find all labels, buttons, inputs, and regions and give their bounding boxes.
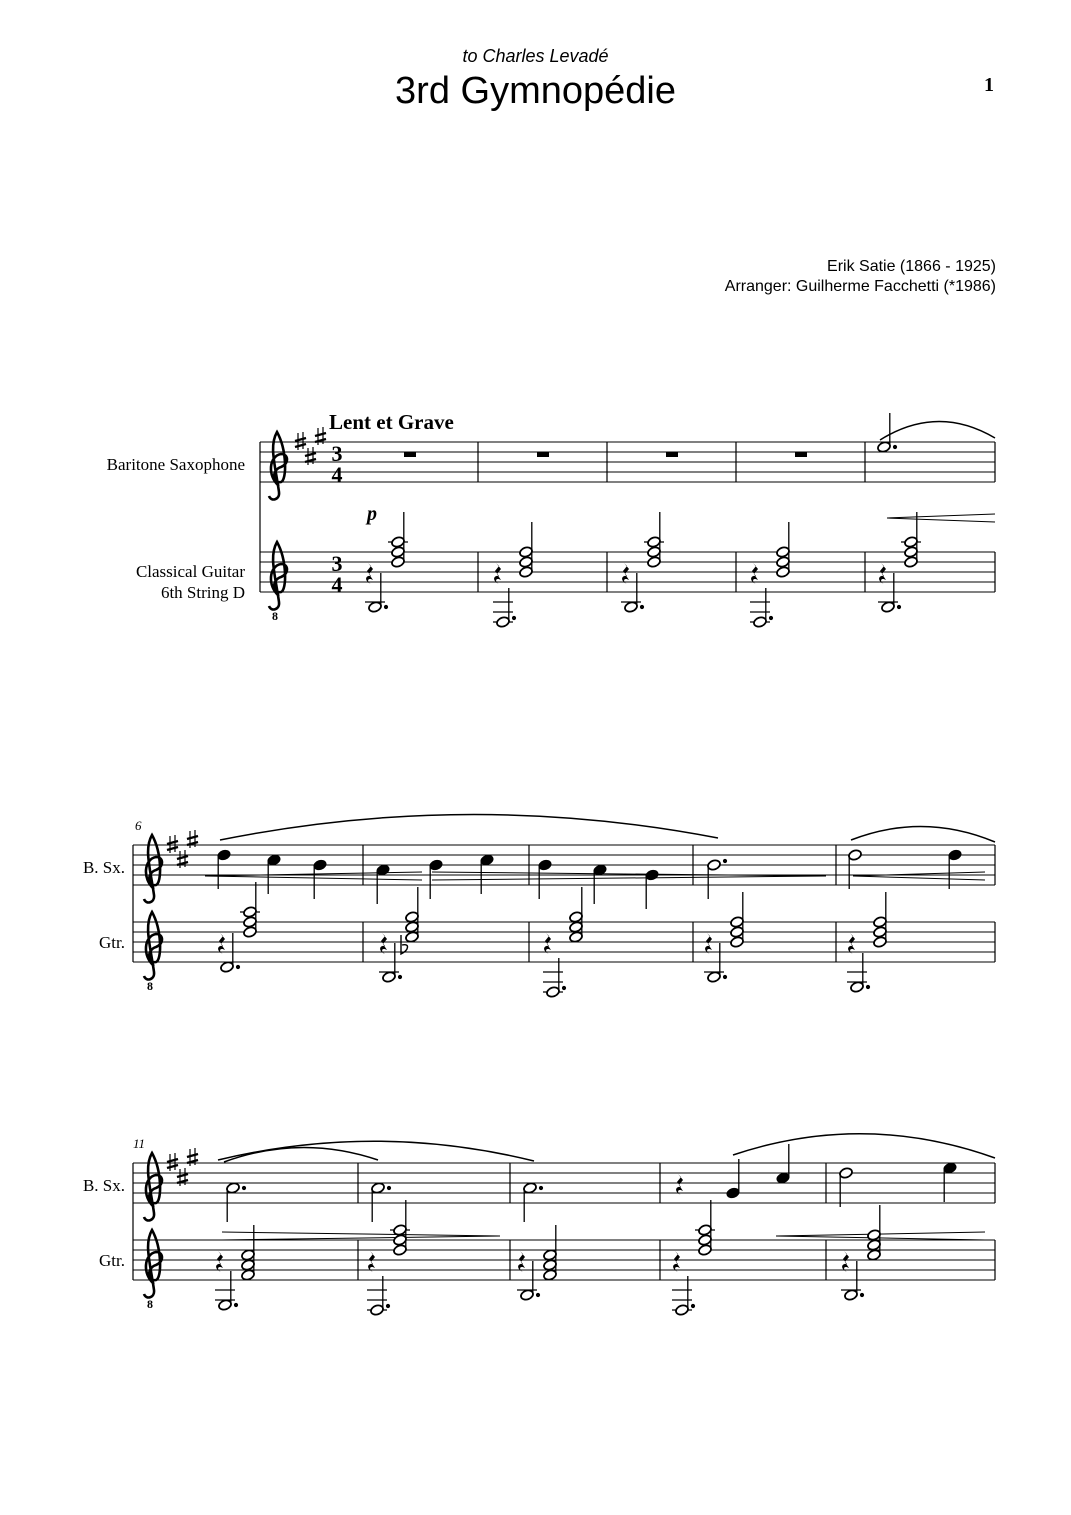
page-number: 1 (984, 74, 994, 96)
sharp-sign (167, 1153, 178, 1171)
chord-note (391, 536, 406, 549)
dot (234, 1303, 238, 1307)
chord-note (730, 926, 745, 939)
measure-number: 11 (133, 1136, 146, 1151)
sharp-sign (295, 432, 306, 450)
octave-marker: 8 (147, 979, 153, 993)
bass-note (850, 981, 865, 994)
melody-note (943, 1162, 958, 1175)
tie (224, 1147, 378, 1162)
quarter-rest (544, 933, 551, 954)
quarter-rest (494, 563, 501, 584)
melody-note (538, 859, 553, 872)
melody-note (948, 849, 963, 862)
whole-rest (537, 452, 549, 457)
chord-note (519, 556, 534, 569)
crescendo-hairpin (887, 518, 995, 522)
chord-note (867, 1239, 882, 1252)
bass-note (370, 1304, 385, 1317)
measure-number: 6 (135, 818, 142, 833)
quarter-rest (879, 563, 886, 584)
dot (512, 616, 516, 620)
bass-note (675, 1304, 690, 1317)
dot (387, 1186, 391, 1190)
chord-note (904, 556, 919, 569)
melody-note (593, 864, 608, 877)
melody-note (877, 441, 892, 454)
crescendo-hairpin (205, 876, 422, 880)
time-signature-bottom: 4 (331, 462, 343, 487)
chord-note (543, 1269, 558, 1282)
quarter-rest (366, 563, 373, 584)
instrument-short-guitar: Gtr. (99, 1251, 125, 1270)
chord-note (698, 1224, 713, 1237)
arranger-credit: Arranger: Guilherme Facchetti (*1986) (724, 278, 996, 295)
chord-note (393, 1244, 408, 1257)
chord-note (698, 1234, 713, 1247)
quarter-rest (751, 563, 758, 584)
crescendo-hairpin (887, 514, 995, 518)
bass-note (546, 986, 561, 999)
time-signature-bottom: 4 (331, 572, 343, 597)
diminuendo-hairpin (222, 1232, 500, 1236)
page-title: 3rd Gymnopédie (395, 70, 676, 112)
chord-note (873, 926, 888, 939)
composer-credit: Erik Satie (1866 - 1925) (827, 258, 996, 275)
dot (723, 975, 727, 979)
melody-note (839, 1167, 854, 1180)
quarter-rest (518, 1251, 525, 1272)
melody-note (217, 849, 232, 862)
quarter-rest (216, 1251, 223, 1272)
octave-marker: 8 (147, 1297, 153, 1311)
chord-note (730, 916, 745, 929)
diminuendo-hairpin (222, 1236, 500, 1240)
instrument-short-sax: B. Sx. (82, 858, 125, 877)
chord-note (569, 931, 584, 944)
bass-note (220, 961, 235, 974)
whole-rest (666, 452, 678, 457)
quarter-rest (848, 933, 855, 954)
chord-note (241, 1259, 256, 1272)
quarter-rest (368, 1251, 375, 1272)
quarter-rest (673, 1251, 680, 1272)
dot (384, 605, 388, 609)
dot (866, 985, 870, 989)
melody-note (645, 869, 660, 882)
melody-note (376, 864, 391, 877)
chord-note (393, 1234, 408, 1247)
melody-note (313, 859, 328, 872)
melody-note (429, 859, 444, 872)
melody-note (848, 849, 863, 862)
chord-note (241, 1249, 256, 1262)
chord-note (519, 566, 534, 579)
chord-note (730, 936, 745, 949)
chord-note (873, 936, 888, 949)
chord-note (776, 556, 791, 569)
octave-marker: 8 (272, 609, 278, 623)
chord-note (569, 911, 584, 924)
bass-note (707, 971, 722, 984)
dot (640, 605, 644, 609)
dot (539, 1186, 543, 1190)
chord-note (405, 911, 420, 924)
melody-note (776, 1172, 791, 1185)
quarter-rest (676, 1174, 683, 1195)
instrument-name-guitar: Classical Guitar (135, 562, 245, 581)
dot (893, 445, 897, 449)
melody-note (371, 1182, 386, 1195)
chord-note (647, 546, 662, 559)
chord-note (405, 921, 420, 934)
bass-note (218, 1299, 233, 1312)
phrase-slur (880, 421, 995, 440)
quarter-rest (380, 933, 387, 954)
phrase-slur (220, 814, 718, 840)
bass-note (382, 971, 397, 984)
bass-note (881, 601, 896, 614)
crescendo-hairpin (853, 876, 985, 880)
dot (236, 965, 240, 969)
bass-note (753, 616, 768, 629)
phrase-slur (851, 826, 995, 842)
sharp-sign (167, 835, 178, 853)
melody-note (480, 854, 495, 867)
dedication: to Charles Levadé (462, 46, 609, 66)
bass-note (520, 1289, 535, 1302)
chord-note (867, 1229, 882, 1242)
crescendo-hairpin (776, 1236, 985, 1240)
chord-note (647, 556, 662, 569)
quarter-rest (218, 933, 225, 954)
chord-note (405, 931, 420, 944)
dot (723, 859, 727, 863)
bass-note (368, 601, 383, 614)
melody-note (523, 1182, 538, 1195)
chord-note (698, 1244, 713, 1257)
melody-note (707, 859, 722, 872)
chord-note (904, 546, 919, 559)
melody-note (726, 1187, 741, 1200)
dot (769, 616, 773, 620)
whole-rest (404, 452, 416, 457)
chord-note (391, 546, 406, 559)
quarter-rest (842, 1251, 849, 1272)
chord-note (873, 916, 888, 929)
chord-note (776, 546, 791, 559)
quarter-rest (622, 563, 629, 584)
dot (398, 975, 402, 979)
instrument-short-sax: B. Sx. (82, 1176, 125, 1195)
chord-note (904, 536, 919, 549)
instrument-name-sax: Baritone Saxophone (106, 455, 245, 474)
dot (691, 1304, 695, 1308)
melody-note (226, 1182, 241, 1195)
chord-note (776, 566, 791, 579)
chord-note (243, 916, 258, 929)
instrument-name-guitar-tuning: 6th String D (160, 583, 245, 602)
dot (860, 1293, 864, 1297)
dynamic-piano: p (367, 503, 377, 525)
whole-rest (795, 452, 807, 457)
chord-note (519, 546, 534, 559)
phrase-slur (733, 1134, 995, 1158)
time-signature-top: 3 (331, 441, 343, 466)
chord-note (867, 1249, 882, 1262)
dot (897, 605, 901, 609)
bass-note (496, 616, 511, 629)
chord-note (543, 1249, 558, 1262)
time-signature-top: 3 (331, 551, 343, 576)
dot (536, 1293, 540, 1297)
chord-note (569, 921, 584, 934)
quarter-rest (705, 933, 712, 954)
chord-note (243, 926, 258, 939)
bass-note (624, 601, 639, 614)
bass-note (844, 1289, 859, 1302)
diminuendo-hairpin (432, 876, 826, 880)
chord-note (647, 536, 662, 549)
dot (562, 986, 566, 990)
chord-note (391, 556, 406, 569)
instrument-short-guitar: Gtr. (99, 933, 125, 952)
melody-note (267, 854, 282, 867)
chord-note (543, 1259, 558, 1272)
chord-note (243, 906, 258, 919)
tempo-marking: Lent et Grave (329, 410, 454, 434)
dot (386, 1304, 390, 1308)
chord-note (241, 1269, 256, 1282)
dot (242, 1186, 246, 1190)
